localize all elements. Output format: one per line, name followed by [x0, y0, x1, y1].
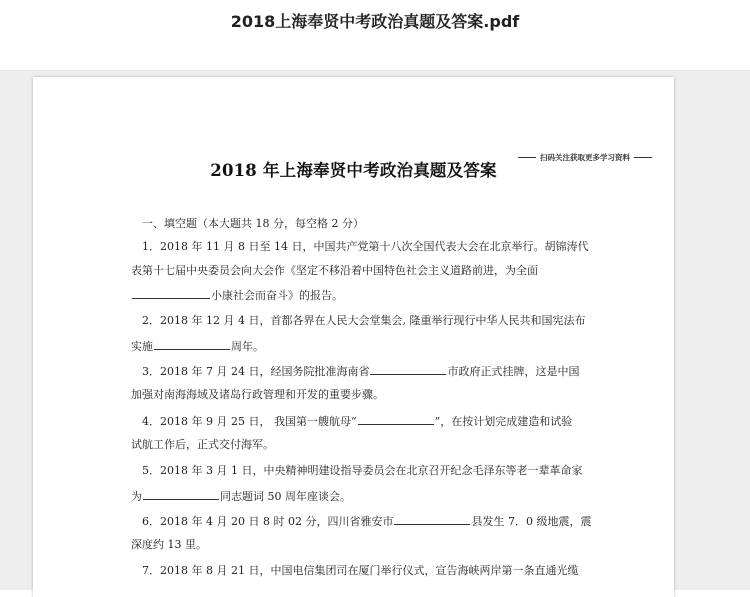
question-2-line-2: 实施 周年。	[131, 340, 264, 353]
viewer-header	[0, 0, 750, 71]
question-4-line-2: 试航工作后，正式交付海军。	[131, 438, 274, 451]
answer-blank	[370, 363, 446, 375]
pdf-page	[33, 77, 674, 597]
question-6-line-1: 6．2018 年 4 月 20 日 8 时 02 分，四川省雅安市 县发生 7．0 级地震，震	[142, 515, 592, 528]
question-1-line-2: 表第十七届中央委员会向大会作《坚定不移沿着中国特色社会主义道路前进，为全面	[131, 264, 538, 277]
question-4-line-1: 4．2018 年 9 月 25 日， 我国第一艘航母“ ”，在按计划完成建造和试验	[142, 415, 573, 428]
question-5-line-1: 5．2018 年 3 月 1 日，中央精神明建设指导委员会在北京召开纪念毛泽东等老一辈革命家	[142, 464, 583, 477]
question-1-line-3: 小康社会而奋斗》的报告。	[131, 287, 343, 303]
document-title: 2018 年上海奉贤中考政治真题及答案	[210, 161, 497, 180]
question-3-line-1: 3．2018 年 7 月 24 日，经国务院批准海南省 市政府正式挂牌，这是中国	[142, 365, 580, 378]
file-title: 2018上海奉贤中考政治真题及答案.pdf	[230, 12, 520, 31]
answer-blank	[358, 413, 434, 425]
banner-text: 扫码关注获取更多学习资料	[540, 153, 630, 162]
question-6-line-2: 深度约 13 里。	[131, 538, 207, 551]
answer-blank	[394, 513, 470, 525]
question-2-line-1: 2．2018 年 12 月 4 日，首都各界在人民大会堂集会, 隆重举行现行中华人民共和国宪法布	[142, 314, 586, 327]
question-1-line-1: 1．2018 年 11 月 8 日至 14 日，中国共产党第十八次全国代表大会在北京举行。胡锦涛代	[142, 240, 589, 253]
question-5-line-2: 为 同志题词 50 周年座谈会。	[131, 490, 351, 503]
answer-blank	[132, 287, 210, 299]
section-heading: 一、填空题（本大题共 18 分，每空格 2 分）	[142, 217, 364, 230]
answer-blank	[154, 338, 230, 350]
question-7-line-1: 7．2018 年 8 月 21 日，中国电信集团司在厦门举行仪式，宣告海峡两岸第一条直通光缆	[142, 564, 579, 577]
question-3-line-2: 加强对南海海域及诸岛行政管理和开发的重要步骤。	[131, 388, 384, 401]
answer-blank	[143, 488, 219, 500]
